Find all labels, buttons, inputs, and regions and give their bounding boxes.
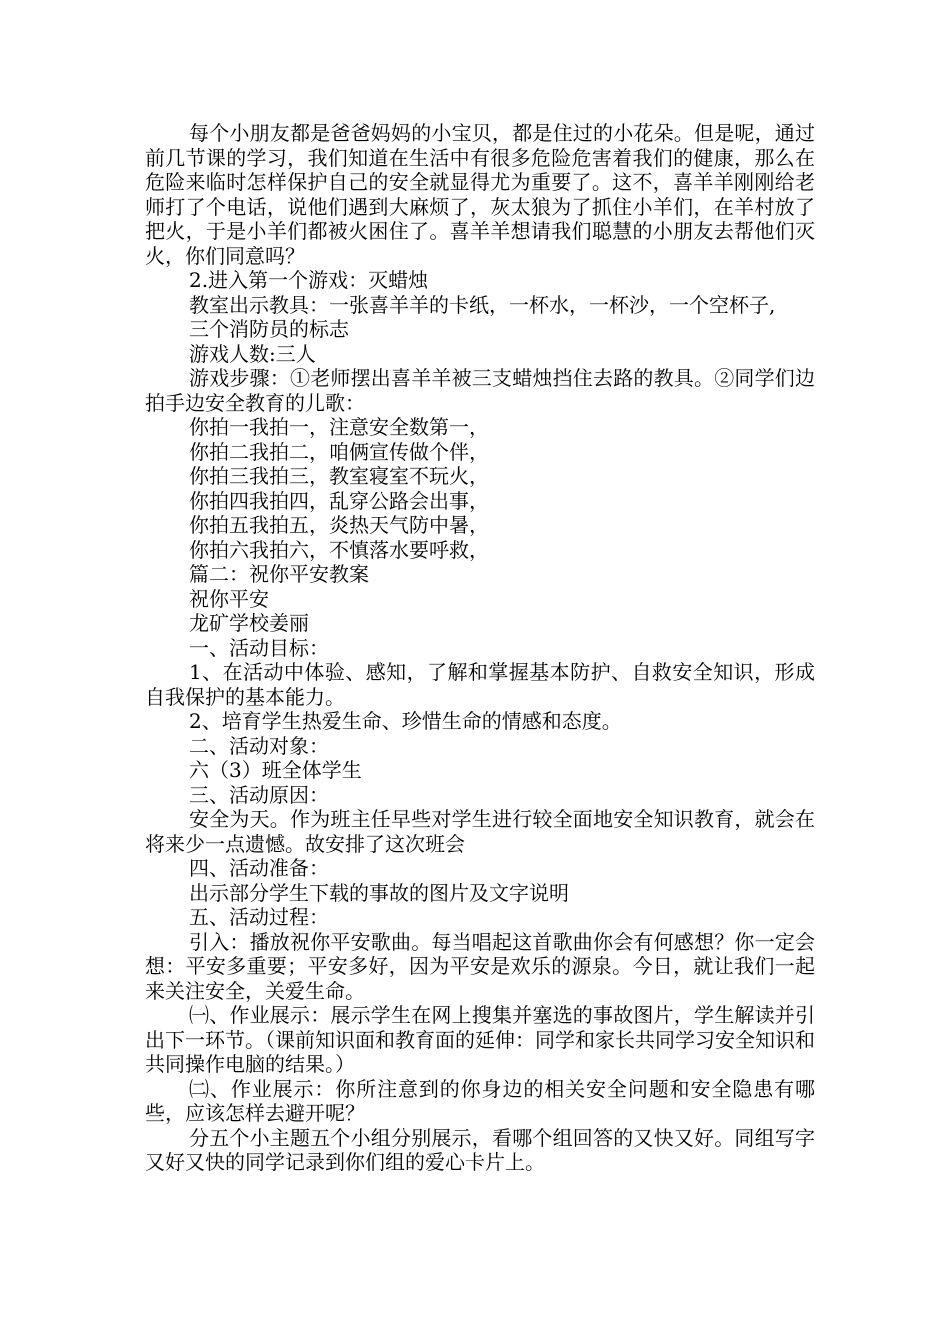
section-heading-part-two: 篇二：祝你平安教案 (189, 562, 369, 586)
rhyme-line-3: 你拍三我拍三，教室寝室不玩火， (189, 464, 489, 488)
lesson-author: 龙矿学校姜丽 (189, 611, 309, 635)
activity-reason: 安全为天。作为班主任早些对学生进行较全面地安全知识教育，就会在将来少一点遗憾。故安排了这次班会 (145, 807, 815, 856)
heading-activity-audience: 二、活动对象： (189, 733, 329, 758)
paragraph-game-steps: 游戏步骤：①老师摆出喜羊羊被三支蜡烛挡住去路的教具。②同学们边拍手边安全教育的儿歌： (145, 366, 815, 415)
paragraph-teaching-aids: 教室出示教具：一张喜羊羊的卡纸，一杯水，一杯沙，一个空杯子, (189, 292, 776, 317)
goal-item-2: 2、培育学生热爱生命、珍惜生命的情感和态度。 (189, 709, 622, 733)
heading-activity-process: 五、活动过程： (189, 905, 329, 929)
paragraph-player-count: 游戏人数:三人 (189, 341, 316, 366)
process-introduction: 引入：播放祝你平安歌曲。每当唱起这首歌曲你会有何感想？你一定会想：平安多重要；平安多好，因为平安是欢乐的源泉。今日，就让我们一起来关注安全，关爱生命。 (145, 929, 815, 1003)
heading-activity-preparation: 四、活动准备： (189, 856, 329, 880)
goal-item-1: 1、在活动中体验、感知，了解和掌握基本防护、自救安全知识，形成自我保护的基本能力。 (145, 660, 815, 709)
process-step-1: ㈠、作业展示：展示学生在网上搜集并塞选的事故图片，学生解读并引出下一环节。（课前知识面和教育面的延伸：同学和家长共同学习安全知识和共同操作电脑的结果。） (145, 1003, 815, 1076)
rhyme-line-4: 你拍四我拍四，乱穿公路会出事， (189, 488, 489, 513)
rhyme-line-5: 你拍五我拍五，炎热天气防中暑， (189, 513, 489, 537)
document-body (145, 121, 815, 1175)
heading-activity-reason: 三、活动原因： (189, 782, 329, 807)
activity-preparation: 出示部分学生下载的事故的图片及文字说明 (189, 880, 569, 905)
rhyme-line-1: 你拍一我拍一，注意安全数第一， (189, 415, 489, 439)
heading-activity-goals: 一、活动目标： (189, 635, 329, 660)
paragraph-firefighter-signs: 三个消防员的标志 (189, 317, 349, 341)
paragraph-intro: 每个小朋友都是爸爸妈妈的小宝贝，都是住过的小花朵。但是呢，通过前几节课的学习，我们知道在生活中有很多危险危害着我们的健康，那么在危险来临时怎样保护自己的安全就显得尤为重要了。这不，喜羊羊刚刚给老师打了个电话，说他们遇到大麻烦了，灰太狼为了抓住小羊们，在羊村放了把火，于是小羊们都被火困住了。喜羊羊想请我们聪慧的小朋友去帮他们灭火，你们同意吗？ (145, 121, 815, 268)
paragraph-game-title: 2.进入第一个游戏：灭蜡烛 (189, 268, 429, 292)
process-group-work: 分五个小主题五个小组分别展示，看哪个组回答的又快又好。同组写字又好又快的同学记录到你们组的爱心卡片上。 (145, 1125, 815, 1174)
process-step-2: ㈡、作业展示：你所注意到的你身边的相关安全问题和安全隐患有哪些，应该怎样去避开呢？ (145, 1076, 815, 1125)
rhyme-line-2: 你拍二我拍二，咱俩宣传做个伴， (189, 439, 489, 464)
activity-audience: 六（3）班全体学生 (189, 758, 362, 782)
lesson-title: 祝你平安 (189, 586, 269, 611)
rhyme-line-6: 你拍六我拍六，不慎落水要呼救， (189, 537, 489, 562)
